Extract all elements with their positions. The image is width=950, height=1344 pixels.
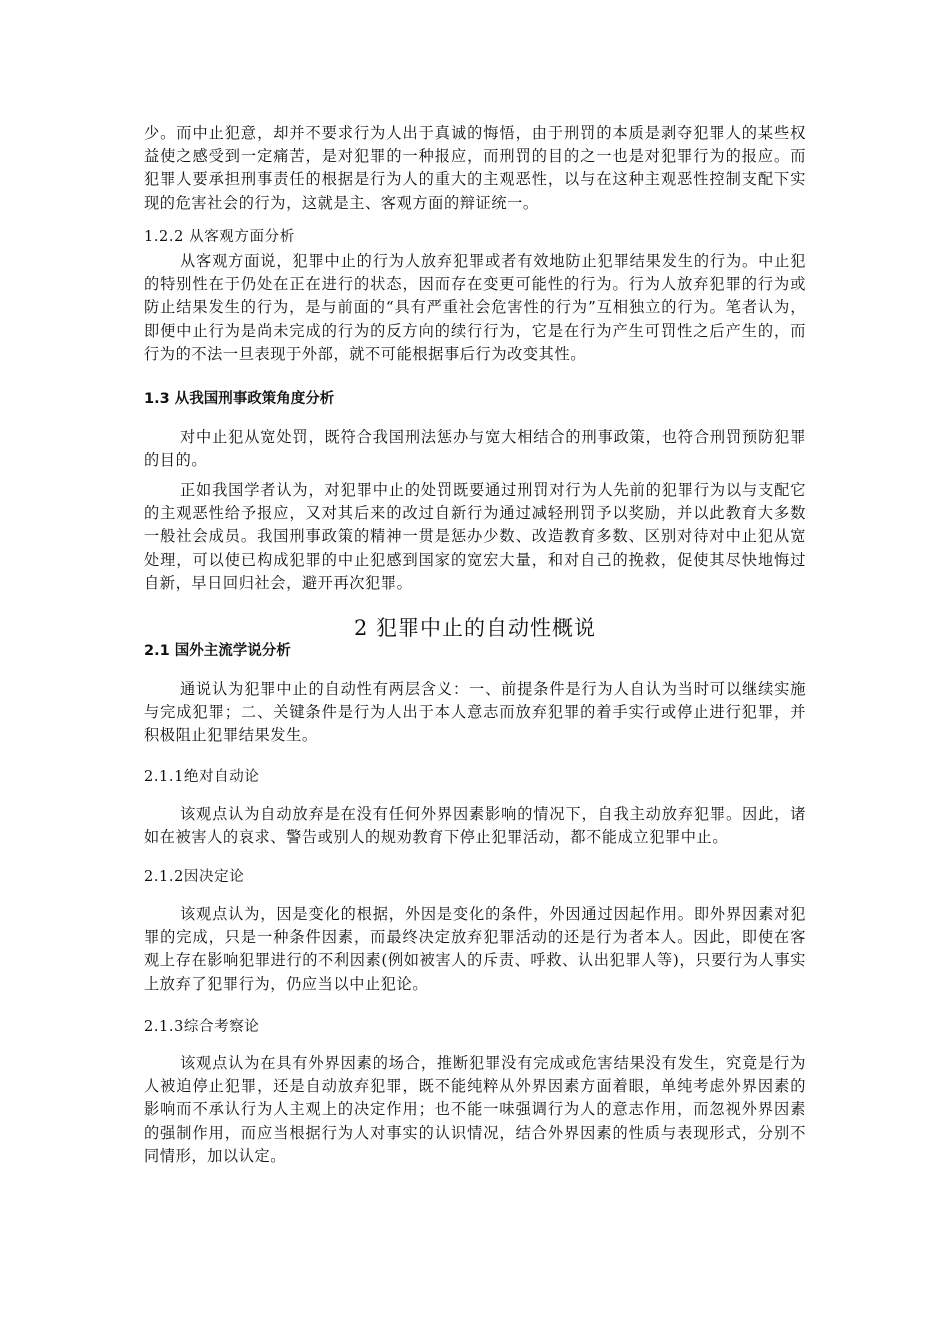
body-paragraph: 该观点认为自动放弃是在没有任何外界因素影响的情况下，自我主动放弃犯罪。因此，诸如在被害人的哀求、警告或别人的规劝教育下停止犯罪活动，都不能成立犯罪中止。 [144,805,806,847]
body-paragraph: 通说认为犯罪中止的自动性有两层含义：一、前提条件是行为人自认为当时可以继续实施与完成犯罪；二、关键条件是行为人出于本人意志而放弃犯罪的着手实行或停止进行犯罪，并积极阻止犯罪结果发生。 [144,680,806,745]
paragraph-block [144,250,806,366]
body-paragraph: 正如我国学者认为，对犯罪中止的处罚既要通过刑罚对行为人先前的犯罪行为以与支配它的主观恶性给予报应，又对其后来的改过自新行为通过减轻刑罚予以奖励，并以此教育大多数一般社会成员。我国刑事政策的精神一贯是惩办少数、改造教育多数、区别对待对中止犯从宽处理，可以使已构成犯罪的中止犯感到国家的宽宏大量，和对自己的挽救，促使其尽快地悔过自新，早日回归社会，避开再次犯罪。 [144,481,806,592]
section-heading-2-1-1: 2.1.1绝对自动论 [144,769,260,785]
section-heading-2-1-2: 2.1.2因决定论 [144,869,245,885]
paragraph-block [144,803,806,849]
paragraph-block [144,1052,806,1168]
body-paragraph: 对中止犯从宽处罚，既符合我国刑法惩办与宽大相结合的刑事政策，也符合刑罚预防犯罪的目的。 [144,428,806,470]
body-paragraph: 该观点认为在具有外界因素的场合，推断犯罪没有完成或危害结果没有发生，究竟是行为人被迫停止犯罪，还是自动放弃犯罪，既不能纯粹从外界因素方面着眼，单纯考虑外界因素的影响而不承认行为人主观上的决定作用；也不能一味强调行为人的意志作用，而忽视外界因素的强制作用，而应当根据行为人对事实的认识情况，结合外界因素的性质与表现形式，分别不同情形，加以认定。 [144,1054,806,1165]
paragraph-block [144,426,806,472]
body-paragraph: 该观点认为，因是变化的根据，外因是变化的条件，外因通过因起作用。即外界因素对犯罪的完成，只是一种条件因素，而最终决定放弃犯罪活动的还是行为者本人。因此，即使在客观上存在影响犯罪进行的不利因素(例如被害人的斥责、呼救、认出犯罪人等)，只要行为人事实上放弃了犯罪行为，仍应当以中止犯论。 [144,905,806,993]
section-heading-2-1: 2.1 国外主流学说分析 [144,643,291,659]
paragraph-block [144,903,806,996]
paragraph-block [144,122,806,215]
section-heading-2-1-3: 2.1.3综合考察论 [144,1019,260,1035]
section-heading-1-2-2: 1.2.2 从客观方面分析 [144,229,295,245]
body-paragraph: 从客观方面说，犯罪中止的行为人放弃犯罪或者有效地防止犯罪结果发生的行为。中止犯的特别性在于仍处在正在进行的状态，因而存在变更可能性的行为。行为人放弃犯罪的行为或防止结果发生的行为，是与前面的“具有严重社会危害性的行为”互相独立的行为。笔者认为，即便中止行为是尚未完成的行为的反方向的续行行为，它是在行为产生可罚性之后产生的，而行为的不法一旦表现于外部，就不可能根据事后行为改变其性。 [144,252,806,363]
paragraph-block [144,479,806,595]
chapter-heading-2: 2 犯罪中止的自动性概说 [353,616,597,640]
section-heading-1-3: 1.3 从我国刑事政策角度分析 [144,391,335,407]
paragraph-block [144,678,806,748]
body-paragraph: 少。而中止犯意，却并不要求行为人出于真诚的悔悟，由于刑罚的本质是剥夺犯罪人的某些权益使之感受到一定痛苦，是对犯罪的一种报应，而刑罚的目的之一也是对犯罪行为的报应。而犯罪人要承担刑事责任的根据是行为人的重大的主观恶性，以与在这种主观恶性控制支配下实现的危害社会的行为，这就是主、客观方面的辩证统一。 [144,124,806,212]
